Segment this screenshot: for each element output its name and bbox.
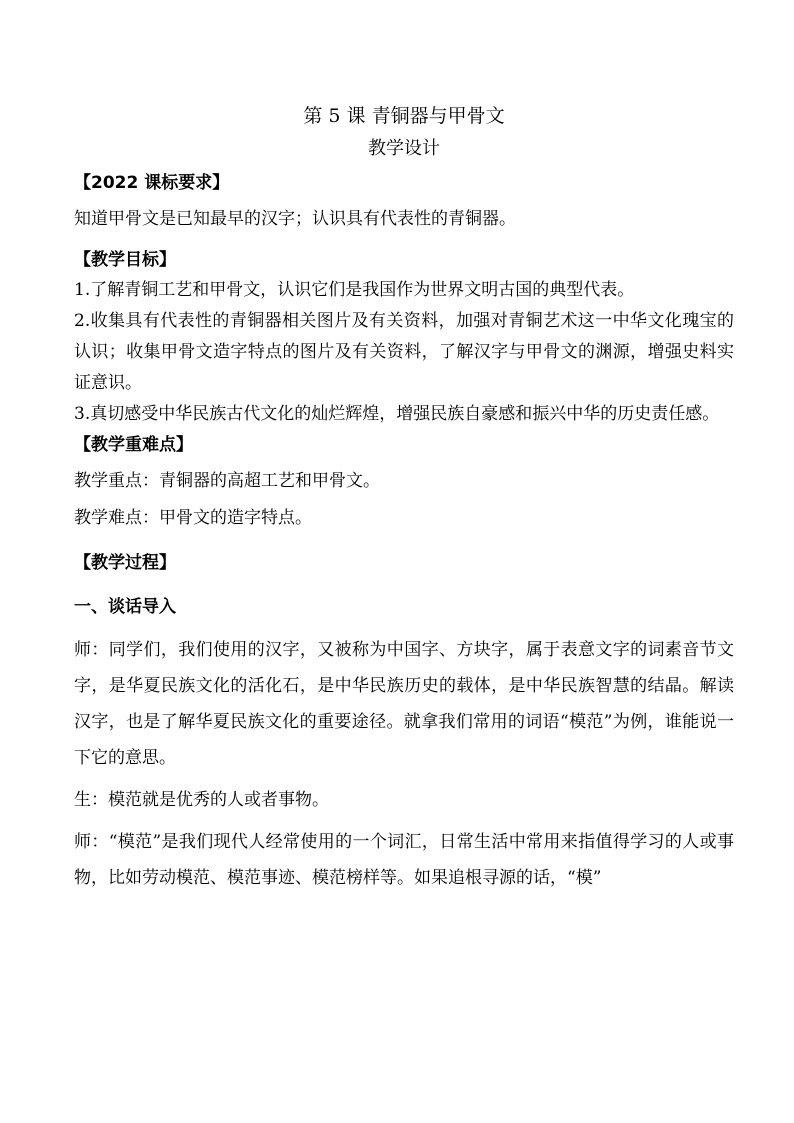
process-paragraph-2: 生：模范就是优秀的人或者事物。: [74, 790, 329, 810]
objective-item-2: 2.收集具有代表性的青铜器相关图片及有关资料，加强对青铜艺术这一中华文化瑰宝的认识；收集甲骨文造字特点的图片及有关资料，了解汉字与甲骨文的渊源，增强史料实证意识。: [74, 311, 734, 393]
process-heading: 【教学过程】: [74, 553, 176, 573]
lesson-title: 第 5 课 青铜器与甲骨文: [303, 105, 505, 127]
objective-item-3: 3.真切感受中华民族古代文化的灿烂辉煌，增强民族自豪感和振兴中华的历史责任感。: [74, 404, 720, 424]
objective-item-1: 1.了解青铜工艺和甲骨文，认识它们是我国作为世界文明古国的典型代表。: [74, 280, 635, 300]
process-paragraph-3: 师：“模范”是我们现代人经常使用的一个词汇，日常生活中常用来指值得学习的人或事物，比如劳动模范、模范事迹、模范榜样等。如果追根寻源的话，“模”: [74, 832, 734, 888]
process-paragraph-1: 师：同学们，我们使用的汉字，又被称为中国字、方块字，属于表意文字的词素音节文字，是华夏民族文化的活化石，是中华民族历史的载体，是中华民族智慧的结晶。解读汉字，也是了解华夏民族文化的重要途径。就拿我们常用的词语“模范”为例，谁能说一下它的意思。: [74, 640, 734, 768]
lesson-subtitle: 教学设计: [368, 138, 440, 159]
objectives-heading: 【教学目标】: [74, 250, 176, 270]
key-points-heading: 【教学重难点】: [74, 435, 193, 455]
document-content: [74, 100, 734, 896]
key-point-focus: 教学重点：青铜器的高超工艺和甲骨文。: [74, 471, 380, 491]
standards-text: 知道甲骨文是已知最早的汉字；认识具有代表性的青铜器。: [74, 209, 516, 229]
key-point-difficulty: 教学难点：甲骨文的造字特点。: [74, 508, 312, 528]
standards-heading: 【2022 课标要求】: [74, 173, 230, 193]
section-one-heading: 一、谈话导入: [74, 597, 176, 617]
